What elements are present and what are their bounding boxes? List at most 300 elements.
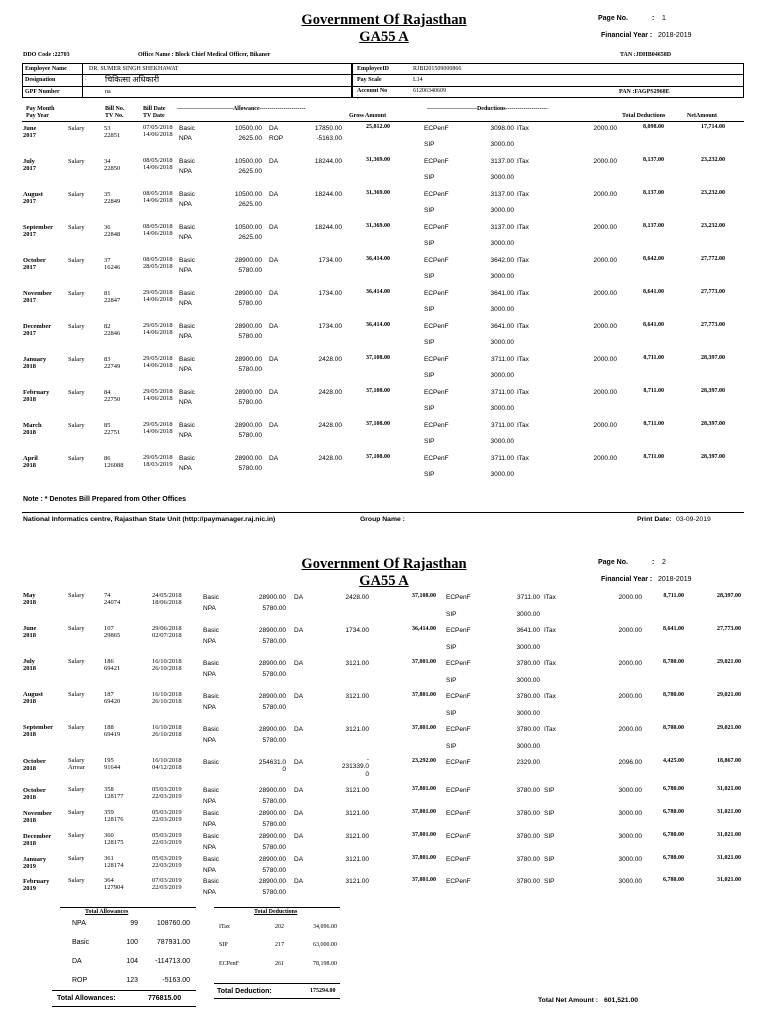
col-tv-no: TV No. xyxy=(105,113,124,119)
tv-date: 02/07/2018 xyxy=(152,632,182,639)
bill-no: 81 xyxy=(104,290,111,297)
allowance-name: DA xyxy=(269,224,279,231)
deduction-name: SIP xyxy=(446,644,457,651)
allowance-name: DA xyxy=(269,323,279,330)
deduction-value: 3000.00 xyxy=(490,438,514,445)
tv-date: 14/06/2018 xyxy=(143,362,173,369)
pay-year: 2018 xyxy=(23,794,36,801)
deduction-name: SIP xyxy=(446,743,457,750)
deduction-name: SIP xyxy=(544,878,555,885)
deduction-value: 3137.00 xyxy=(490,158,514,165)
tv-no: 128176 xyxy=(104,816,124,823)
bill-date: 07/05/2018 xyxy=(143,124,173,131)
pay-month: December xyxy=(23,833,52,840)
col-net-amount: NetAmount xyxy=(687,113,717,119)
allowance-value: 2428.00 xyxy=(318,389,342,396)
tv-no: 22851 xyxy=(104,132,121,139)
pay-year: 2018 xyxy=(23,599,36,606)
allowance-name: NPA xyxy=(203,821,216,828)
bill-type: Salary xyxy=(68,658,85,665)
page-1: Government Of Rajasthan GA55 A Page No. : 1 Financial Year : 2018-2019 DDO Code :22703 Office Name : Block Chief Medical Officer, Bikaner TAN :JDHB04658D Employee Name DR. SUMER SINGH SHEKHAWAT Designation : चिकित्सा अधिकारी GPF Number na EmployeeID RJBI201509000866 Pay Scale L14 Account No 61206340609 : PAN :FAGPS2968E Pay Month Pay Year Bill No. TV No. Bill Date TV Date ----------------------------Allowance----------------------- Gross Amount -------------------------Deductions--------------------- Total Deductions NetAmount June 2017 Salary 53 22851 07/05/2018 14/06/2018 Basic 10500.00 DA 17850.00 NPA 2625.00 ROP -5163.00 25,812.00 ECPenF 3098.00 ITax 2000.00 SIP 3000.00 8,098.00 17,714.00 July 2017 Salary 34 22850 08/05/2018 14/06/2018 Basic 10500.00 DA 18244.00 NPA 2625.00 31,369.00 ECPenF 3137.00 ITax 2000.00 SIP 3000.00 8,137.00 23,232.00 August 2017 Salary 35 22849 08/05/2018 14/06/2018 Basic 10500.00 DA 18244.00 NPA 2625.00 31,369.00 ECPenF 3137.00 ITax 2000.00 SIP 3000.00 8,137.00 23,232.00 September 2017 Salary 36 22848 08/05/2018 14/06/2018 Basic 10500.00 DA 18244.00 NPA 2625.00 31,369.00 ECPenF 3137.00 ITax 2000.00 SIP 3000.00 8,137.00 23,232.00 October 2017 Salary 37 16246 08/05/2018 28/05/2018 Basic 28900.00 DA 1734.00 NPA 5780.00 36,414.00 ECPenF 3642.00 ITax 2000.00 SIP 3000.00 8,642.00 27,772.00 November 2017 Salary 81 22847 29/05/2018 14/06/2018 Basic 28900.00 DA 1734.00 NPA 5780.00 36,414.00 ECPenF 3641.00 ITax 2000.00 SIP 3000.00 8,641.00 27,773.00 December 2017 Salary 82 22846 29/05/2018 14/06/2018 Basic 28900.00 DA 1734.00 NPA 5780.00 36,414.00 ECPenF 3641.00 ITax 2000.00 SIP 3000.00 8,641.00 27,773.00 January 2018 Salary 83 22749 29/05/2018 14/06/2018 Basic 28900.00 DA 2428.00 NPA 5780.00 37,108.00 ECPenF 3711.00 ITax 2000.00 SIP 3000.00 8,711.00 28,397.00 February 2018 Salary 84 22750 29/05/2018 14/06/2018 Basic 28900.00 DA 2428.00 NPA 5780.00 37,108.00 ECPenF 3711.00 ITax 2000.00 SIP 3000.00 8,711.00 28,397.00 March 2018 Salary 85 22751 29/05/2018 14/06/2018 Basic 28900.00 DA 2428.00 NPA 5780.00 37,108.00 ECPenF 3711.00 ITax 2000.00 SIP 3000.00 8,711.00 28,397.00 April 2018 Salary 86 126088 29/05/2018 18/03/2019 Basic 28900.00 DA 2428.00 NPA 5780.00 37,108.00 ECPenF 3711.00 ITax 2000.00 SIP 3000.00 8,711.00 28,397.00 Note : * Denotes Bill Prepared from Other Offices National Informatics centre, Rajasthan State Unit (http://paymanager.raj.nic.in) Group Name : Print Date: 03-09-2019 xyxy=(0,0,768,535)
col-allowance: ----------------------------Allowance----------------------- xyxy=(177,106,306,112)
deduction-value: 3642.00 xyxy=(490,257,514,264)
tv-no: 126088 xyxy=(104,462,124,469)
allowance-name: DA xyxy=(294,856,304,863)
tv-no: 128174 xyxy=(104,862,124,869)
allowance-name: Basic xyxy=(179,290,195,297)
deduction-name: ITax xyxy=(544,726,556,733)
table-row xyxy=(0,808,768,830)
allowance-name: Basic xyxy=(203,594,219,601)
deduction-name: SIP xyxy=(446,677,457,684)
deduction-name: ITax xyxy=(517,191,529,198)
ddo-code: DDO Code :22703 xyxy=(23,52,70,58)
deduction-value: 2000.00 xyxy=(593,257,617,264)
bill-no: 83 xyxy=(104,356,111,363)
deduction-value: 2000.00 xyxy=(593,224,617,231)
tan-number: TAN :JDHB04658D xyxy=(620,52,672,58)
allowance-value: 28900.00 xyxy=(234,356,262,363)
deduction-name: ITax xyxy=(517,125,529,132)
deduction-name: ECPenF xyxy=(424,125,449,132)
allowance-name: NPA xyxy=(203,671,216,678)
deduction-value: 2000.00 xyxy=(618,594,642,601)
tv-date: 14/06/2018 xyxy=(143,197,173,204)
allowance-value: 28900.00 xyxy=(258,660,286,667)
tv-no: 22749 xyxy=(104,363,121,370)
total-deductions: 8,711.00 xyxy=(643,355,664,361)
allowance-value: 5780.00 xyxy=(262,844,286,851)
tv-no: 69421 xyxy=(104,665,121,672)
deduction-name: ITax xyxy=(517,323,529,330)
bill-date: 08/05/2018 xyxy=(143,256,173,263)
col-deductions: -------------------------Deductions--------------------- xyxy=(427,106,548,112)
allowance-summary-value: 108760.00 xyxy=(156,920,190,927)
col-total-deductions: Total Deductions xyxy=(622,113,666,119)
allowance-value: 28900.00 xyxy=(258,627,286,634)
bill-no: 186 xyxy=(104,658,114,665)
deduction-name: ECPenF xyxy=(446,660,471,667)
col-bill-date: Bill Date xyxy=(143,106,166,112)
total-deductions: 8,711.00 xyxy=(663,593,684,599)
pay-month: December xyxy=(23,323,52,330)
allowance-value: 2625.00 xyxy=(238,135,262,142)
allowance-name: Basic xyxy=(203,759,219,766)
total-net-label: Total Net Amount : xyxy=(538,997,599,1004)
bill-no: 364 xyxy=(104,877,114,884)
deduction-name: ITax xyxy=(544,660,556,667)
bill-type: Salary xyxy=(68,691,85,698)
allowance-name: DA xyxy=(269,290,279,297)
deduction-name: SIP xyxy=(424,141,435,148)
deduction-name: ECPenF xyxy=(446,856,471,863)
deduction-summary-code: 202 xyxy=(275,924,284,930)
account-label: Account No xyxy=(357,88,388,94)
allowance-value: 2428.00 xyxy=(318,356,342,363)
allowance-value: 28900.00 xyxy=(234,290,262,297)
pay-year: 2018 xyxy=(23,363,36,370)
tv-no: 22846 xyxy=(104,330,121,337)
net-amount: 31,021.00 xyxy=(717,809,741,815)
gross-amount: 36,414.00 xyxy=(366,322,390,328)
allowance-name: NPA xyxy=(179,399,192,406)
allowance-value: 2625.00 xyxy=(238,168,262,175)
deduction-value: 3000.00 xyxy=(618,878,642,885)
bill-type: Salary xyxy=(68,158,85,165)
deduction-name: ECPenF xyxy=(446,627,471,634)
tv-no: 22849 xyxy=(104,198,121,205)
gross-amount: 37,801.00 xyxy=(412,692,436,698)
net-amount: 28,397.00 xyxy=(701,355,725,361)
total-net-value: 601,521.00 xyxy=(604,997,639,1004)
tv-date: 26/10/2018 xyxy=(152,731,182,738)
deduction-name: ECPenF xyxy=(424,191,449,198)
deduction-name: ITax xyxy=(517,455,529,462)
page-no-value: 1 xyxy=(662,15,666,22)
bill-no: 84 xyxy=(104,389,111,396)
deduction-summary-name: SIP xyxy=(219,942,228,948)
table-row xyxy=(0,388,768,420)
deduction-summary-value: 78,198.00 xyxy=(313,961,337,967)
emp-name-value: DR. SUMER SINGH SHEKHAWAT xyxy=(89,66,179,72)
bill-date: 16/10/2018 xyxy=(152,691,182,698)
allowance-summary-value: -114713.00 xyxy=(155,958,190,965)
pay-year: 2017 xyxy=(23,330,36,337)
gross-amount: 37,801.00 xyxy=(412,877,436,883)
pay-month: February xyxy=(23,878,50,885)
allowance-value: 28900.00 xyxy=(258,726,286,733)
allowance-value: 28900.00 xyxy=(258,693,286,700)
form-title: GA55 A xyxy=(359,29,409,45)
allowance-summary-name: DA xyxy=(72,958,82,965)
total-deductions: 8,780.00 xyxy=(663,725,684,731)
deduction-value: 2000.00 xyxy=(593,422,617,429)
account-value: 61206340609 xyxy=(413,88,446,94)
bill-no: 361 xyxy=(104,855,114,862)
bill-date: 29/05/2018 xyxy=(143,355,173,362)
gross-amount: 37,108.00 xyxy=(366,355,390,361)
deduction-value: 3000.00 xyxy=(618,810,642,817)
deduction-name: ECPenF xyxy=(446,833,471,840)
allowance-value: 5780.00 xyxy=(262,704,286,711)
tv-date: 14/06/2018 xyxy=(143,131,173,138)
deduction-name: ITax xyxy=(517,257,529,264)
pay-year: 2017 xyxy=(23,198,36,205)
allowance-name: ROP xyxy=(269,135,284,142)
allowance-name: Basic xyxy=(179,125,195,132)
tv-no: 22750 xyxy=(104,396,121,403)
pay-year: 2019 xyxy=(23,863,36,870)
deduction-name: ECPenF xyxy=(446,810,471,817)
form-title: GA55 A xyxy=(359,573,409,589)
deduction-value: 2000.00 xyxy=(618,693,642,700)
total-allowances-title: Total Allowances xyxy=(85,909,129,915)
deduction-name: ECPenF xyxy=(446,594,471,601)
allowance-name: NPA xyxy=(179,432,192,439)
net-amount: 29,021.00 xyxy=(717,692,741,698)
bill-type-arrear: Arrear xyxy=(68,764,85,771)
allowance-value: 5780.00 xyxy=(262,821,286,828)
deduction-name: ECPenF xyxy=(424,257,449,264)
bill-date: 29/05/2018 xyxy=(143,289,173,296)
tv-date: 18/06/2018 xyxy=(152,599,182,606)
pay-year: 2018 xyxy=(23,731,36,738)
allowance-value: 5780.00 xyxy=(238,399,262,406)
allowance-name: Basic xyxy=(179,422,195,429)
tv-date: 14/06/2018 xyxy=(143,428,173,435)
table-row-arrear xyxy=(0,756,768,786)
net-amount: 27,772.00 xyxy=(701,256,725,262)
allowance-value: 5780.00 xyxy=(262,671,286,678)
page-no-label: Page No. xyxy=(598,15,628,22)
bill-date: 29/06/2018 xyxy=(152,625,182,632)
note: Note : * Denotes Bill Prepared from Other Offices xyxy=(23,496,186,503)
total-deductions: 6,780.00 xyxy=(663,877,684,883)
deduction-value: 3000.00 xyxy=(516,611,540,618)
allowance-value: 5780.00 xyxy=(262,889,286,896)
deduction-value: 3000.00 xyxy=(516,677,540,684)
deduction-value: 2000.00 xyxy=(618,660,642,667)
allowance-name: DA xyxy=(294,787,304,794)
allowance-name: NPA xyxy=(203,889,216,896)
gross-amount: 37,108.00 xyxy=(366,421,390,427)
pay-month: June xyxy=(23,125,37,132)
total-deductions: 8,137.00 xyxy=(643,223,664,229)
bill-type: Salary xyxy=(68,422,85,429)
allowance-value: -5163.00 xyxy=(316,135,342,142)
allowance-name: Basic xyxy=(179,356,195,363)
tv-date: 22/03/2019 xyxy=(152,839,182,846)
allowance-value: 5780.00 xyxy=(238,432,262,439)
deduction-name: ECPenF xyxy=(446,759,471,766)
bill-no: 86 xyxy=(104,455,111,462)
tv-no: 24074 xyxy=(104,599,121,606)
allowance-name: Basic xyxy=(179,455,195,462)
net-amount: 23,232.00 xyxy=(701,223,725,229)
gross-amount: 37,801.00 xyxy=(412,725,436,731)
gross-amount: 37,801.00 xyxy=(412,659,436,665)
net-amount: 31,021.00 xyxy=(717,786,741,792)
allowance-name: NPA xyxy=(179,300,192,307)
allowance-name: DA xyxy=(269,257,279,264)
bill-type: Salary xyxy=(68,724,85,731)
allowance-name: DA xyxy=(269,356,279,363)
total-deductions: 6,780.00 xyxy=(663,832,684,838)
deduction-value: 3711.00 xyxy=(490,356,514,363)
gpf-value: na xyxy=(105,89,111,95)
tv-no: 29865 xyxy=(104,632,121,639)
pay-month: November xyxy=(23,290,52,297)
bill-no: 53 xyxy=(104,125,111,132)
allowance-name: DA xyxy=(269,191,279,198)
page-no-colon: : xyxy=(652,15,655,22)
allowance-name: DA xyxy=(294,726,304,733)
total-deductions: 6,780.00 xyxy=(663,809,684,815)
total-deductions: 8,137.00 xyxy=(643,157,664,163)
net-amount: 27,773.00 xyxy=(701,322,725,328)
tv-date: 26/10/2018 xyxy=(152,698,182,705)
gross-amount: 36,414.00 xyxy=(412,626,436,632)
pay-year: 2017 xyxy=(23,297,36,304)
net-amount: 27,773.00 xyxy=(701,289,725,295)
tv-no: 128177 xyxy=(104,793,124,800)
allowance-name: NPA xyxy=(203,737,216,744)
allowance-summary-value: 787931.00 xyxy=(156,939,190,946)
bill-no: 187 xyxy=(104,691,114,698)
allowance-value: 10500.00 xyxy=(234,224,262,231)
allowance-name: NPA xyxy=(179,267,192,274)
allowance-name: DA xyxy=(269,389,279,396)
fy-label: Financial Year : xyxy=(601,32,653,39)
page-no-value: 2 xyxy=(662,559,666,566)
deduction-value: 3000.00 xyxy=(490,372,514,379)
allowance-value: 5780.00 xyxy=(238,366,262,373)
tv-no: 16246 xyxy=(104,264,121,271)
deduction-summary-value: 34,096.00 xyxy=(313,924,337,930)
bill-date: 08/05/2018 xyxy=(143,157,173,164)
allowance-name: NPA xyxy=(179,465,192,472)
tv-date: 18/03/2019 xyxy=(143,461,173,468)
bill-type: Salary xyxy=(68,323,85,330)
employee-id-box xyxy=(352,63,744,98)
allowance-value: 5780.00 xyxy=(238,465,262,472)
pay-year: 2018 xyxy=(23,462,36,469)
tv-no: 22751 xyxy=(104,429,121,436)
allowance-name: NPA xyxy=(203,798,216,805)
deduction-summary-code: 217 xyxy=(275,942,284,948)
table-row xyxy=(0,157,768,189)
allowance-value: - xyxy=(366,756,369,763)
bill-no: 35 xyxy=(104,191,111,198)
table-row xyxy=(0,785,768,807)
bill-date: 05/03/2019 xyxy=(152,809,182,816)
col-pay-year: Pay Year xyxy=(26,113,49,119)
allowance-name: NPA xyxy=(179,201,192,208)
table-row xyxy=(0,124,768,156)
table-row xyxy=(0,854,768,876)
tv-date: 22/03/2019 xyxy=(152,816,182,823)
tv-date: 14/06/2018 xyxy=(143,296,173,303)
deduction-value: 3711.00 xyxy=(516,594,540,601)
deduction-value: 3641.00 xyxy=(516,627,540,634)
bill-date: 08/05/2018 xyxy=(143,190,173,197)
deduction-value: 3711.00 xyxy=(490,455,514,462)
bill-type: Salary xyxy=(68,625,85,632)
deduction-value: 2000.00 xyxy=(618,726,642,733)
bill-type: Salary xyxy=(68,290,85,297)
nic-footer: National Informatics centre, Rajasthan State Unit (http://paymanager.raj.nic.in) xyxy=(23,516,276,523)
allowance-value: 18244.00 xyxy=(314,191,342,198)
allowance-name: DA xyxy=(269,125,279,132)
deduction-name: SIP xyxy=(424,174,435,181)
pay-month: August xyxy=(23,691,43,698)
allowance-summary-name: Basic xyxy=(72,939,90,946)
deduction-value: 2000.00 xyxy=(593,191,617,198)
allowance-name: Basic xyxy=(179,158,195,165)
allowance-name: Basic xyxy=(203,856,219,863)
bill-type: Salary xyxy=(68,191,85,198)
deduction-name: ECPenF xyxy=(424,224,449,231)
tv-no: 22850 xyxy=(104,165,121,172)
bill-type: Salary xyxy=(68,757,85,764)
tv-date: 14/06/2018 xyxy=(143,395,173,402)
deduction-value: 3000.00 xyxy=(490,339,514,346)
allowance-value: 28900.00 xyxy=(258,594,286,601)
table-row xyxy=(0,322,768,354)
deduction-name: ITax xyxy=(517,224,529,231)
deduction-name: SIP xyxy=(424,438,435,445)
bill-date: 08/05/2018 xyxy=(143,223,173,230)
deduction-value: 3000.00 xyxy=(490,141,514,148)
deduction-name: SIP xyxy=(424,471,435,478)
allowance-name: DA xyxy=(294,693,304,700)
deduction-value: 3000.00 xyxy=(490,174,514,181)
net-amount: 27,773.00 xyxy=(717,626,741,632)
pay-year: 2018 xyxy=(23,396,36,403)
total-deductions: 8,137.00 xyxy=(643,190,664,196)
bill-type: Salary xyxy=(68,877,85,884)
allowance-value: 5780.00 xyxy=(238,267,262,274)
emp-name-label: Employee Name xyxy=(25,66,67,72)
deduction-value: 2000.00 xyxy=(593,323,617,330)
deduction-name: SIP xyxy=(424,372,435,379)
allowance-value: 17850.00 xyxy=(314,125,342,132)
net-amount: 23,232.00 xyxy=(701,190,725,196)
table-row xyxy=(0,190,768,222)
allowance-value: 3121.00 xyxy=(345,693,369,700)
allowance-name: Basic xyxy=(203,660,219,667)
deduction-value: 3000.00 xyxy=(618,856,642,863)
print-date: 03-09-2019 xyxy=(676,516,711,523)
deduction-name: ECPenF xyxy=(446,726,471,733)
allowance-name: Basic xyxy=(203,726,219,733)
bill-no: 37 xyxy=(104,257,111,264)
page-title: Government Of Rajasthan xyxy=(301,556,467,572)
deduction-value: 3000.00 xyxy=(490,405,514,412)
allowance-name: DA xyxy=(294,878,304,885)
tv-no: 127904 xyxy=(104,884,124,891)
bill-no: 188 xyxy=(104,724,114,731)
allowance-name: NPA xyxy=(203,867,216,874)
allowance-value: 2625.00 xyxy=(238,201,262,208)
pay-year: 2018 xyxy=(23,765,36,772)
table-row xyxy=(0,876,768,898)
allowance-name: Basic xyxy=(179,389,195,396)
allowance-name: NPA xyxy=(179,234,192,241)
bill-type: Salary xyxy=(68,786,85,793)
allowance-name: DA xyxy=(294,759,304,766)
tv-date: 04/12/2018 xyxy=(152,764,182,771)
pay-year: 2018 xyxy=(23,429,36,436)
bill-date: 29/05/2018 xyxy=(143,388,173,395)
deduction-name: SIP xyxy=(424,273,435,280)
tv-no: 22848 xyxy=(104,231,121,238)
group-name: Group Name : xyxy=(360,516,405,523)
table-row xyxy=(0,657,768,689)
bill-type: Salary xyxy=(68,855,85,862)
allowance-value: 2428.00 xyxy=(318,422,342,429)
tv-no: 128175 xyxy=(104,839,124,846)
total-deduction-value: 175294.00 xyxy=(310,988,336,994)
page-title: Government Of Rajasthan xyxy=(301,12,467,28)
allowance-value: 5780.00 xyxy=(262,867,286,874)
pay-month: October xyxy=(23,758,46,765)
net-amount: 29,021.00 xyxy=(717,659,741,665)
deduction-value: 2000.00 xyxy=(593,158,617,165)
deduction-name: SIP xyxy=(544,810,555,817)
allowance-value: 10500.00 xyxy=(234,158,262,165)
allowance-value: 231339.0 xyxy=(341,763,369,770)
